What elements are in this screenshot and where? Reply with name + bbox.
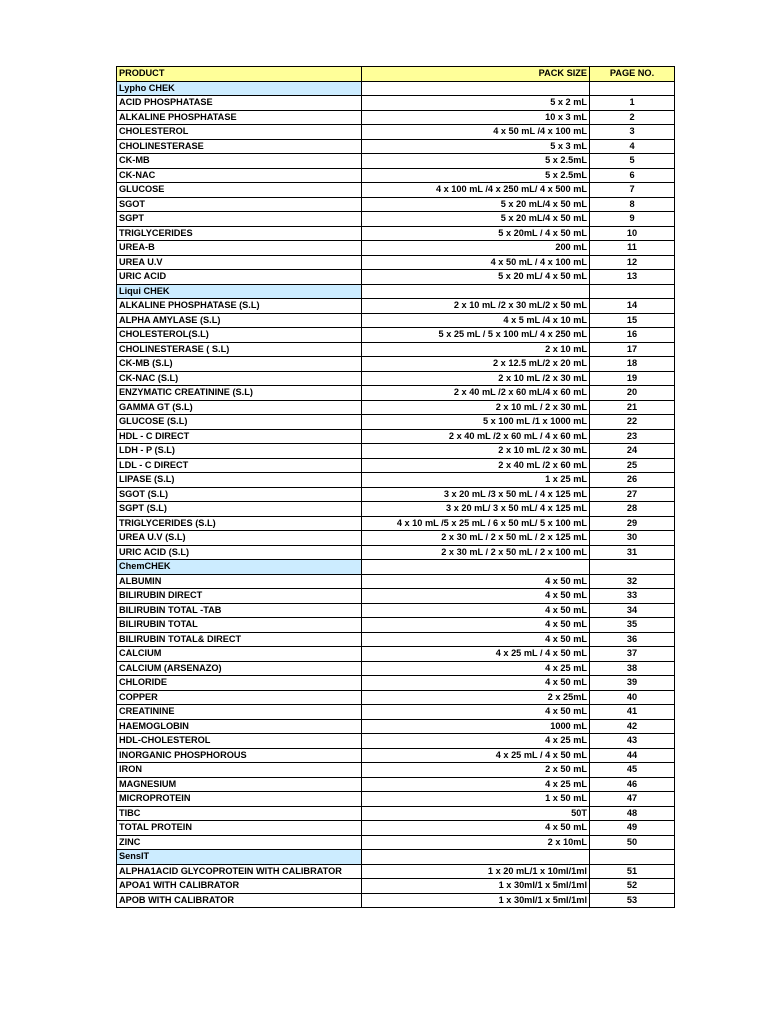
product-name: ALPHA AMYLASE (S.L) — [117, 313, 362, 328]
pack-size: 3 x 20 mL/ 3 x 50 mL/ 4 x 125 mL — [362, 502, 590, 517]
product-name: COPPER — [117, 690, 362, 705]
page-number: 53 — [590, 893, 675, 908]
page-number: 39 — [590, 676, 675, 691]
page-number: 27 — [590, 487, 675, 502]
product-name: LDL - C DIRECT — [117, 458, 362, 473]
product-name: HDL - C DIRECT — [117, 429, 362, 444]
product-name: CK-MB — [117, 154, 362, 169]
page-number: 40 — [590, 690, 675, 705]
pack-size: 4 x 25 mL — [362, 661, 590, 676]
product-name: HDL-CHOLESTEROL — [117, 734, 362, 749]
page-number: 33 — [590, 589, 675, 604]
page-number: 30 — [590, 531, 675, 546]
product-name: URIC ACID — [117, 270, 362, 285]
page-number: 11 — [590, 241, 675, 256]
table-row — [117, 255, 675, 270]
table-row — [117, 357, 675, 372]
pack-size: 4 x 50 mL — [362, 632, 590, 647]
product-name: CK-MB (S.L) — [117, 357, 362, 372]
page-number: 31 — [590, 545, 675, 560]
pack-size: 10 x 3 mL — [362, 110, 590, 125]
table-row — [117, 531, 675, 546]
product-name: TRIGLYCERIDES — [117, 226, 362, 241]
product-name: CK-NAC (S.L) — [117, 371, 362, 386]
page-number: 14 — [590, 299, 675, 314]
table-row — [117, 545, 675, 560]
pack-size: 4 x 10 mL /5 x 25 mL / 6 x 50 mL/ 5 x 100 mL — [362, 516, 590, 531]
product-name: GLUCOSE — [117, 183, 362, 198]
product-name: CHOLINESTERASE — [117, 139, 362, 154]
product-name: BILIRUBIN DIRECT — [117, 589, 362, 604]
product-name: INORGANIC PHOSPHOROUS — [117, 748, 362, 763]
product-name: SGOT — [117, 197, 362, 212]
table-row — [117, 516, 675, 531]
page-number: 38 — [590, 661, 675, 676]
pack-size: 1000 mL — [362, 719, 590, 734]
table-row — [117, 168, 675, 183]
table-row — [117, 690, 675, 705]
product-column-header: PRODUCT — [117, 67, 362, 82]
page-number: 2 — [590, 110, 675, 125]
product-name: ZINC — [117, 835, 362, 850]
pack-size: 2 x 10 mL /2 x 30 mL — [362, 371, 590, 386]
table-row — [117, 371, 675, 386]
page-number: 10 — [590, 226, 675, 241]
pack-size: 200 mL — [362, 241, 590, 256]
table-row — [117, 96, 675, 111]
pack-size: 2 x 12.5 mL/2 x 20 mL — [362, 357, 590, 372]
pack-size: 4 x 25 mL — [362, 734, 590, 749]
page-number: 21 — [590, 400, 675, 415]
product-name: HAEMOGLOBIN — [117, 719, 362, 734]
product-name: SGOT (S.L) — [117, 487, 362, 502]
page-number: 22 — [590, 415, 675, 430]
pack-size: 2 x 10mL — [362, 835, 590, 850]
pack-size: 1 x 20 mL/1 x 10ml/1ml — [362, 864, 590, 879]
page-number: 37 — [590, 647, 675, 662]
page-number: 15 — [590, 313, 675, 328]
table-row — [117, 893, 675, 908]
product-name: BILIRUBIN TOTAL& DIRECT — [117, 632, 362, 647]
pack-size: 4 x 50 mL — [362, 574, 590, 589]
page-number: 43 — [590, 734, 675, 749]
pack-size: 2 x 10 mL /2 x 30 mL/2 x 50 mL — [362, 299, 590, 314]
page-number: 42 — [590, 719, 675, 734]
empty-cell — [362, 284, 590, 299]
page-number: 36 — [590, 632, 675, 647]
table-row — [117, 705, 675, 720]
page-number: 16 — [590, 328, 675, 343]
pack-size: 4 x 50 mL — [362, 705, 590, 720]
pack-size: 2 x 50 mL — [362, 763, 590, 778]
product-name: TOTAL PROTEIN — [117, 821, 362, 836]
page-number: 6 — [590, 168, 675, 183]
empty-cell — [590, 81, 675, 96]
page-number: 12 — [590, 255, 675, 270]
section-row — [117, 81, 675, 96]
pack-size: 4 x 25 mL — [362, 777, 590, 792]
table-row — [117, 342, 675, 357]
page-number: 29 — [590, 516, 675, 531]
table-row — [117, 574, 675, 589]
table-body — [117, 81, 675, 908]
page-number: 51 — [590, 864, 675, 879]
pack-size: 2 x 10 mL — [362, 342, 590, 357]
table-row — [117, 458, 675, 473]
pack-size: 1 x 50 mL — [362, 792, 590, 807]
table-row — [117, 197, 675, 212]
product-name: BILIRUBIN TOTAL -TAB — [117, 603, 362, 618]
pack-size: 5 x 20 mL/4 x 50 mL — [362, 212, 590, 227]
page-number: 26 — [590, 473, 675, 488]
product-name: BILIRUBIN TOTAL — [117, 618, 362, 633]
pack-size: 2 x 25mL — [362, 690, 590, 705]
table-row — [117, 734, 675, 749]
table-row — [117, 386, 675, 401]
table-row — [117, 647, 675, 662]
pack-size: 3 x 20 mL /3 x 50 mL / 4 x 125 mL — [362, 487, 590, 502]
page-number: 4 — [590, 139, 675, 154]
product-name: TRIGLYCERIDES (S.L) — [117, 516, 362, 531]
page-number: 32 — [590, 574, 675, 589]
product-name: APOA1 WITH CALIBRATOR — [117, 879, 362, 894]
pack-size: 2 x 10 mL / 2 x 30 mL — [362, 400, 590, 415]
page-number: 9 — [590, 212, 675, 227]
table-row — [117, 183, 675, 198]
pack-size: 2 x 40 mL /2 x 60 mL / 4 x 60 mL — [362, 429, 590, 444]
pack-size: 4 x 5 mL /4 x 10 mL — [362, 313, 590, 328]
page-number: 46 — [590, 777, 675, 792]
product-name: ACID PHOSPHATASE — [117, 96, 362, 111]
page-number: 24 — [590, 444, 675, 459]
page-number: 5 — [590, 154, 675, 169]
table-row — [117, 618, 675, 633]
table-row — [117, 632, 675, 647]
product-table — [116, 66, 675, 908]
table-row — [117, 603, 675, 618]
pack-size: 4 x 50 mL — [362, 603, 590, 618]
page-number: 1 — [590, 96, 675, 111]
table-row — [117, 299, 675, 314]
product-name: UREA U.V — [117, 255, 362, 270]
page-number: 44 — [590, 748, 675, 763]
pack-size: 5 x 3 mL — [362, 139, 590, 154]
pack-size: 4 x 50 mL — [362, 589, 590, 604]
page-number: 25 — [590, 458, 675, 473]
pack-size: 4 x 50 mL — [362, 821, 590, 836]
table-row — [117, 473, 675, 488]
product-name: LDH - P (S.L) — [117, 444, 362, 459]
pack-size: 2 x 30 mL / 2 x 50 mL / 2 x 125 mL — [362, 531, 590, 546]
section-row — [117, 850, 675, 865]
pack-size: 2 x 10 mL /2 x 30 mL — [362, 444, 590, 459]
empty-cell — [590, 284, 675, 299]
pack-size: 5 x 2.5mL — [362, 168, 590, 183]
section-label: Lypho CHEK — [117, 81, 362, 96]
product-name: ALPHA1ACID GLYCOPROTEIN WITH CALIBRATOR — [117, 864, 362, 879]
empty-cell — [362, 81, 590, 96]
product-name: ALKALINE PHOSPHATASE — [117, 110, 362, 125]
table-row — [117, 835, 675, 850]
product-name: IRON — [117, 763, 362, 778]
pack-size: 2 x 40 mL /2 x 60 mL — [362, 458, 590, 473]
table-row — [117, 139, 675, 154]
page-number: 23 — [590, 429, 675, 444]
pack-size: 4 x 25 mL / 4 x 50 mL — [362, 647, 590, 662]
table-row — [117, 719, 675, 734]
empty-cell — [590, 560, 675, 575]
page-number: 41 — [590, 705, 675, 720]
pack-size: 5 x 25 mL / 5 x 100 mL/ 4 x 250 mL — [362, 328, 590, 343]
product-name: URIC ACID (S.L) — [117, 545, 362, 560]
header-row — [117, 67, 675, 82]
pack-size: 1 x 30ml/1 x 5ml/1ml — [362, 879, 590, 894]
table-row — [117, 748, 675, 763]
table-row — [117, 806, 675, 821]
pack-size: 1 x 25 mL — [362, 473, 590, 488]
pack-size: 4 x 50 mL — [362, 676, 590, 691]
table-row — [117, 125, 675, 140]
table-row — [117, 313, 675, 328]
pack-size: 5 x 20mL / 4 x 50 mL — [362, 226, 590, 241]
product-name: SGPT — [117, 212, 362, 227]
pack-size: 4 x 50 mL / 4 x 100 mL — [362, 255, 590, 270]
product-name: MICROPROTEIN — [117, 792, 362, 807]
table-row — [117, 821, 675, 836]
product-name: CK-NAC — [117, 168, 362, 183]
table-row — [117, 270, 675, 285]
empty-cell — [590, 850, 675, 865]
section-row — [117, 560, 675, 575]
table-row — [117, 777, 675, 792]
product-name: CHOLESTEROL — [117, 125, 362, 140]
section-label: ChemCHEK — [117, 560, 362, 575]
page-number: 45 — [590, 763, 675, 778]
product-name: CALCIUM (ARSENAZO) — [117, 661, 362, 676]
empty-cell — [362, 560, 590, 575]
table-row — [117, 661, 675, 676]
pack-size: 5 x 20 mL/ 4 x 50 mL — [362, 270, 590, 285]
pack-size-column-header: PACK SIZE — [362, 67, 590, 82]
product-name: UREA-B — [117, 241, 362, 256]
page-no-column-header: PAGE NO. — [590, 67, 675, 82]
product-name: UREA U.V (S.L) — [117, 531, 362, 546]
table-row — [117, 589, 675, 604]
table-row — [117, 763, 675, 778]
section-label: SensIT — [117, 850, 362, 865]
product-name: GAMMA GT (S.L) — [117, 400, 362, 415]
pack-size: 5 x 20 mL/4 x 50 mL — [362, 197, 590, 212]
empty-cell — [362, 850, 590, 865]
table-row — [117, 328, 675, 343]
section-row — [117, 284, 675, 299]
table-row — [117, 241, 675, 256]
product-name: ALKALINE PHOSPHATASE (S.L) — [117, 299, 362, 314]
table-row — [117, 226, 675, 241]
table-row — [117, 110, 675, 125]
page-number: 35 — [590, 618, 675, 633]
page-number: 13 — [590, 270, 675, 285]
product-name: CHOLINESTERASE ( S.L) — [117, 342, 362, 357]
page-number: 20 — [590, 386, 675, 401]
product-name: LIPASE (S.L) — [117, 473, 362, 488]
pack-size: 5 x 2.5mL — [362, 154, 590, 169]
table-row — [117, 444, 675, 459]
page-number: 3 — [590, 125, 675, 140]
pack-size: 1 x 30ml/1 x 5ml/1ml — [362, 893, 590, 908]
page-number: 28 — [590, 502, 675, 517]
page-number: 34 — [590, 603, 675, 618]
page-number: 7 — [590, 183, 675, 198]
product-name: CALCIUM — [117, 647, 362, 662]
table-row — [117, 879, 675, 894]
product-name: ENZYMATIC CREATININE (S.L) — [117, 386, 362, 401]
table-row — [117, 676, 675, 691]
page-number: 19 — [590, 371, 675, 386]
product-name: CHOLESTEROL(S.L) — [117, 328, 362, 343]
table-row — [117, 154, 675, 169]
table-row — [117, 400, 675, 415]
product-name: MAGNESIUM — [117, 777, 362, 792]
pack-size: 4 x 50 mL — [362, 618, 590, 633]
page-number: 17 — [590, 342, 675, 357]
page-number: 18 — [590, 357, 675, 372]
page-number: 8 — [590, 197, 675, 212]
pack-size: 50T — [362, 806, 590, 821]
pack-size: 2 x 40 mL /2 x 60 mL/4 x 60 mL — [362, 386, 590, 401]
product-name: ALBUMIN — [117, 574, 362, 589]
product-name: APOB WITH CALIBRATOR — [117, 893, 362, 908]
product-name: GLUCOSE (S.L) — [117, 415, 362, 430]
product-name: SGPT (S.L) — [117, 502, 362, 517]
product-name: CHLORIDE — [117, 676, 362, 691]
table-row — [117, 429, 675, 444]
product-name: TIBC — [117, 806, 362, 821]
page-number: 47 — [590, 792, 675, 807]
section-label: Liqui CHEK — [117, 284, 362, 299]
page-number: 52 — [590, 879, 675, 894]
pack-size: 4 x 100 mL /4 x 250 mL/ 4 x 500 mL — [362, 183, 590, 198]
table-row — [117, 212, 675, 227]
product-name: CREATININE — [117, 705, 362, 720]
pack-size: 5 x 100 mL /1 x 1000 mL — [362, 415, 590, 430]
page-number: 49 — [590, 821, 675, 836]
pack-size: 4 x 25 mL / 4 x 50 mL — [362, 748, 590, 763]
table-row — [117, 415, 675, 430]
table-row — [117, 502, 675, 517]
page-number: 48 — [590, 806, 675, 821]
table-row — [117, 864, 675, 879]
page-number: 50 — [590, 835, 675, 850]
pack-size: 5 x 2 mL — [362, 96, 590, 111]
pack-size: 2 x 30 mL / 2 x 50 mL / 2 x 100 mL — [362, 545, 590, 560]
pack-size: 4 x 50 mL /4 x 100 mL — [362, 125, 590, 140]
table-row — [117, 792, 675, 807]
table-row — [117, 487, 675, 502]
